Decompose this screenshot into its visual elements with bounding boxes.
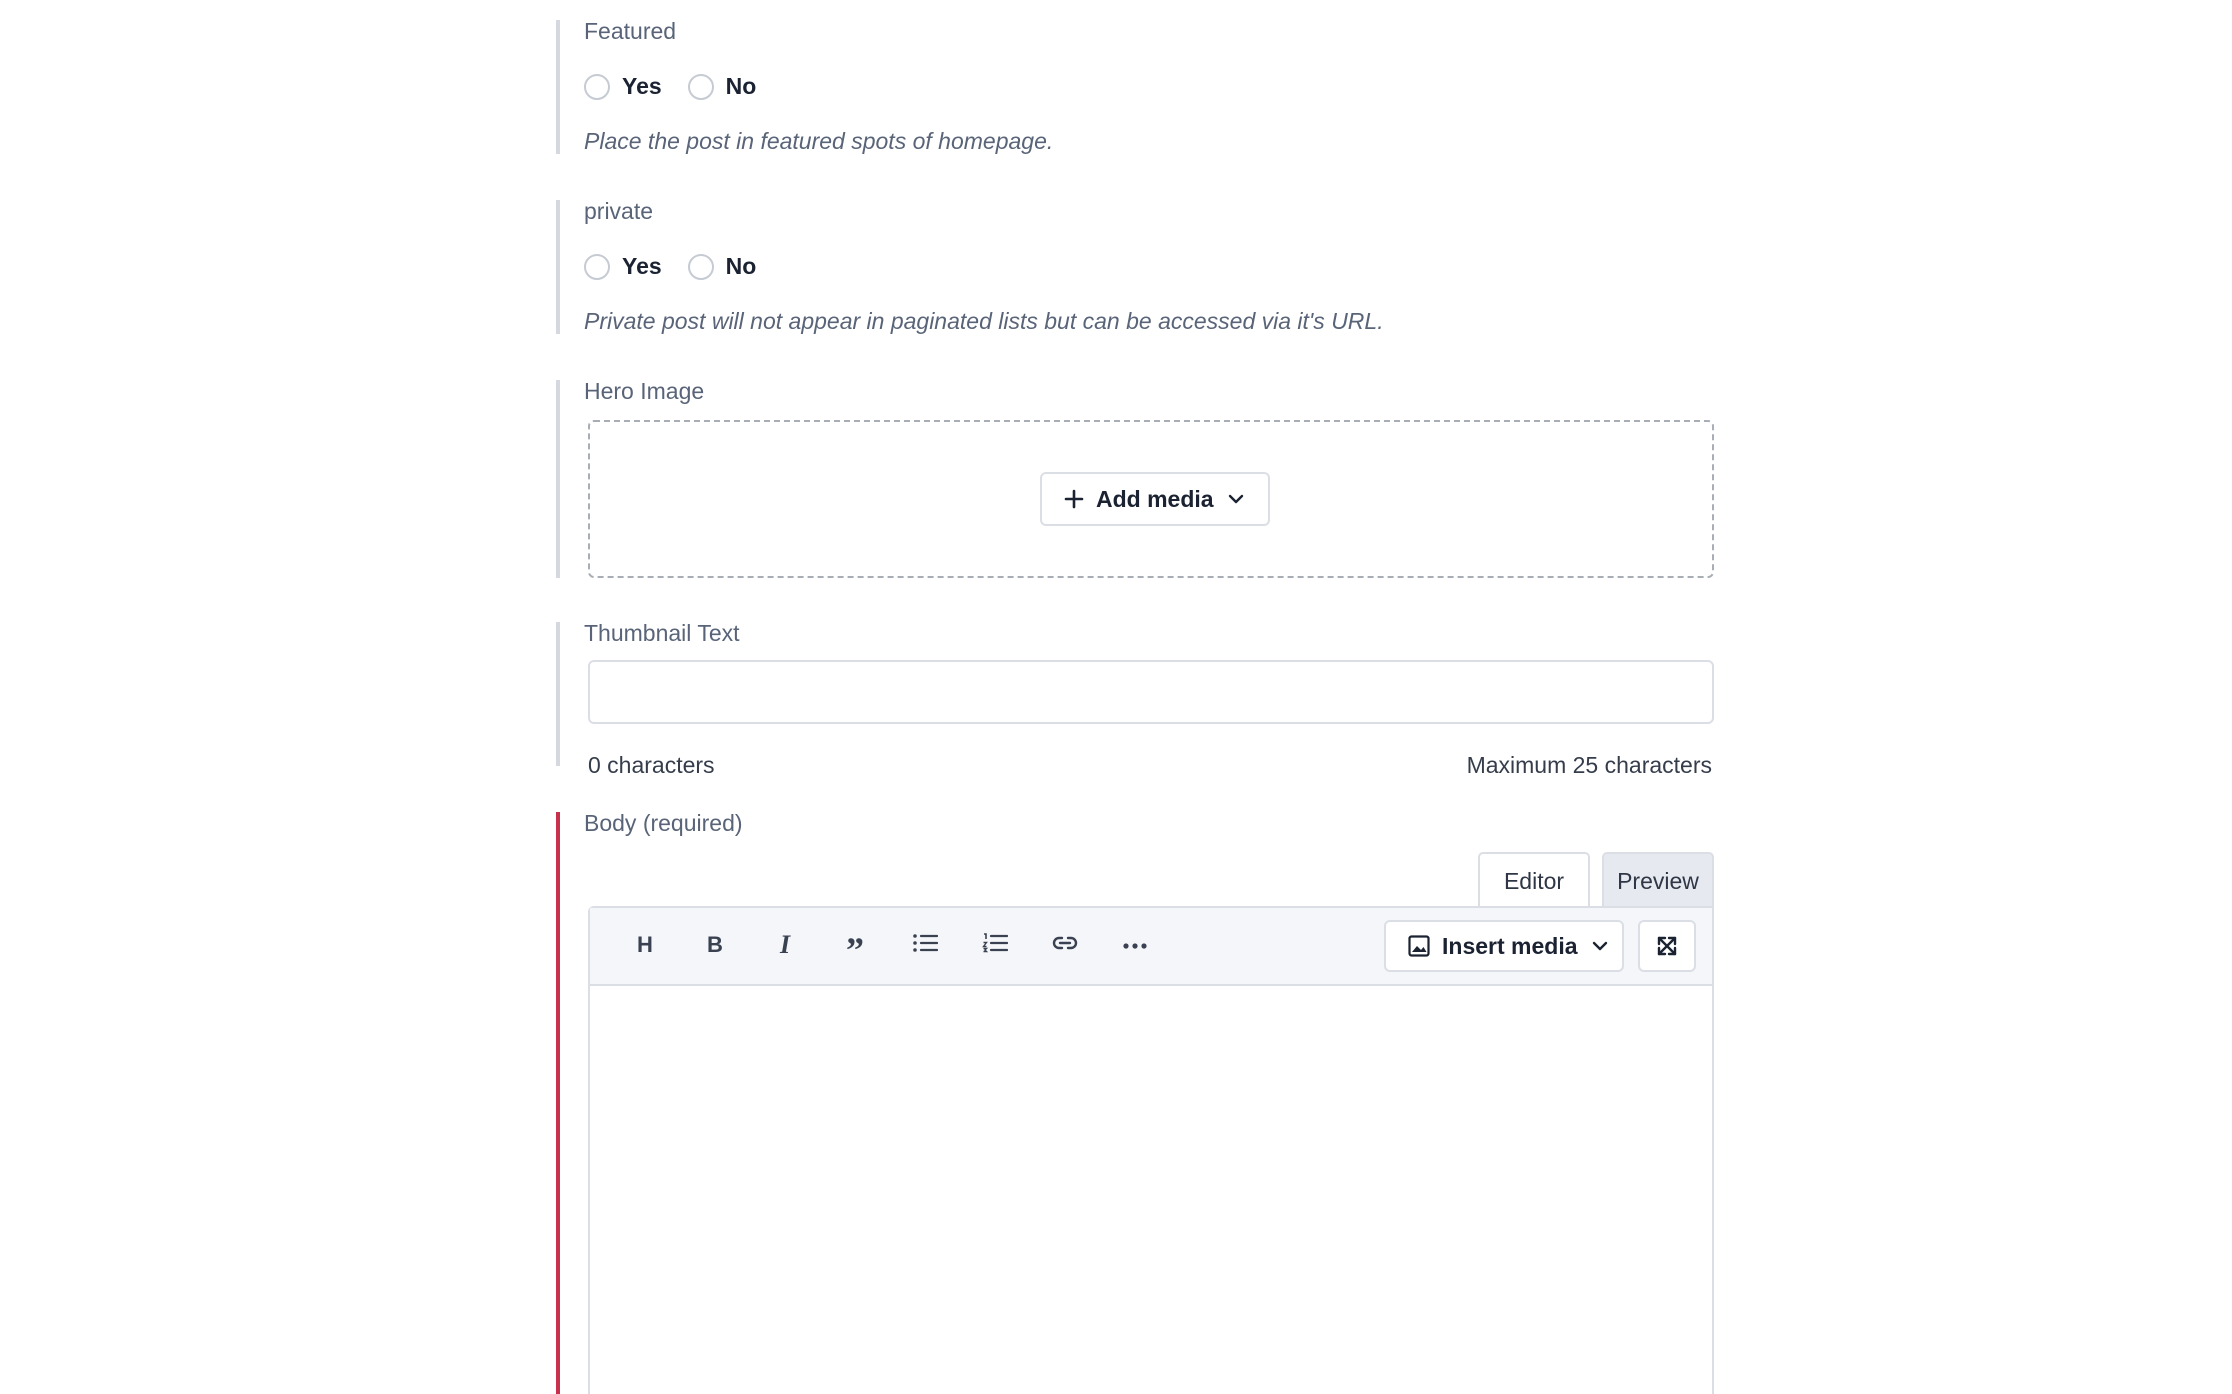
heading-icon: H bbox=[637, 932, 653, 957]
private-hint: Private post will not appear in paginated lists but can be accessed via it's URL. bbox=[584, 308, 1384, 334]
bold-icon: B bbox=[707, 932, 723, 957]
character-count: 0 characters bbox=[588, 752, 715, 778]
private-field bbox=[556, 200, 1712, 334]
featured-no-label[interactable]: No bbox=[725, 73, 757, 99]
private-label: private bbox=[584, 198, 654, 224]
image-icon bbox=[1408, 935, 1430, 957]
featured-yes-radio[interactable] bbox=[584, 74, 610, 100]
bold-button[interactable] bbox=[694, 924, 736, 966]
numbered-list-icon bbox=[982, 932, 1008, 959]
fullscreen-button[interactable] bbox=[1638, 920, 1696, 972]
link-button[interactable] bbox=[1044, 924, 1086, 966]
chevron-down-icon bbox=[1226, 489, 1246, 509]
bullet-list-button[interactable] bbox=[904, 924, 946, 966]
add-media-button[interactable] bbox=[1040, 472, 1270, 526]
featured-yes-option[interactable] bbox=[584, 73, 662, 100]
thumbnail-text-field bbox=[556, 620, 1712, 778]
hero-image-field bbox=[556, 380, 1712, 578]
private-no-radio[interactable] bbox=[688, 254, 714, 280]
max-characters: Maximum 25 characters bbox=[1466, 752, 1712, 778]
insert-media-button[interactable] bbox=[1384, 920, 1624, 972]
add-media-label: Add media bbox=[1096, 485, 1214, 512]
chevron-down-icon bbox=[1590, 936, 1610, 956]
link-icon bbox=[1052, 935, 1078, 956]
featured-hint: Place the post in featured spots of homepage. bbox=[584, 128, 1054, 154]
thumbnail-text-label: Thumbnail Text bbox=[584, 620, 740, 646]
heading-button[interactable] bbox=[624, 924, 666, 966]
hero-image-label: Hero Image bbox=[584, 378, 705, 404]
italic-button[interactable] bbox=[764, 924, 806, 966]
more-options-button[interactable] bbox=[1114, 924, 1156, 966]
thumbnail-text-input[interactable] bbox=[588, 660, 1714, 724]
bullet-list-icon bbox=[912, 932, 938, 959]
featured-no-radio[interactable] bbox=[688, 74, 714, 100]
markdown-editor bbox=[588, 906, 1714, 1394]
insert-media-label: Insert media bbox=[1442, 932, 1578, 959]
featured-no-option[interactable] bbox=[688, 73, 757, 100]
private-no-option[interactable] bbox=[688, 253, 757, 280]
body-field bbox=[556, 812, 1712, 1394]
private-radio-group bbox=[584, 253, 1712, 280]
plus-icon bbox=[1064, 489, 1084, 509]
tab-editor[interactable]: Editor bbox=[1478, 852, 1590, 908]
tab-preview[interactable]: Preview bbox=[1602, 852, 1714, 908]
editor-toolbar bbox=[590, 908, 1712, 986]
editor-content-area[interactable] bbox=[590, 986, 1712, 1394]
private-yes-label[interactable]: Yes bbox=[622, 253, 662, 279]
hero-image-dropzone[interactable] bbox=[588, 420, 1714, 578]
private-yes-radio[interactable] bbox=[584, 254, 610, 280]
body-label: Body (required) bbox=[584, 810, 743, 836]
italic-icon: I bbox=[779, 930, 791, 959]
more-horizontal-icon bbox=[1123, 936, 1147, 954]
numbered-list-button[interactable] bbox=[974, 924, 1016, 966]
expand-icon bbox=[1656, 935, 1678, 957]
featured-field bbox=[556, 20, 1712, 154]
quote-button[interactable] bbox=[834, 924, 876, 970]
featured-radio-group bbox=[584, 73, 1712, 100]
private-yes-option[interactable] bbox=[584, 253, 662, 280]
featured-label: Featured bbox=[584, 18, 677, 44]
quote-icon: ” bbox=[846, 930, 864, 970]
featured-yes-label[interactable]: Yes bbox=[622, 73, 662, 99]
private-no-label[interactable]: No bbox=[725, 253, 757, 279]
